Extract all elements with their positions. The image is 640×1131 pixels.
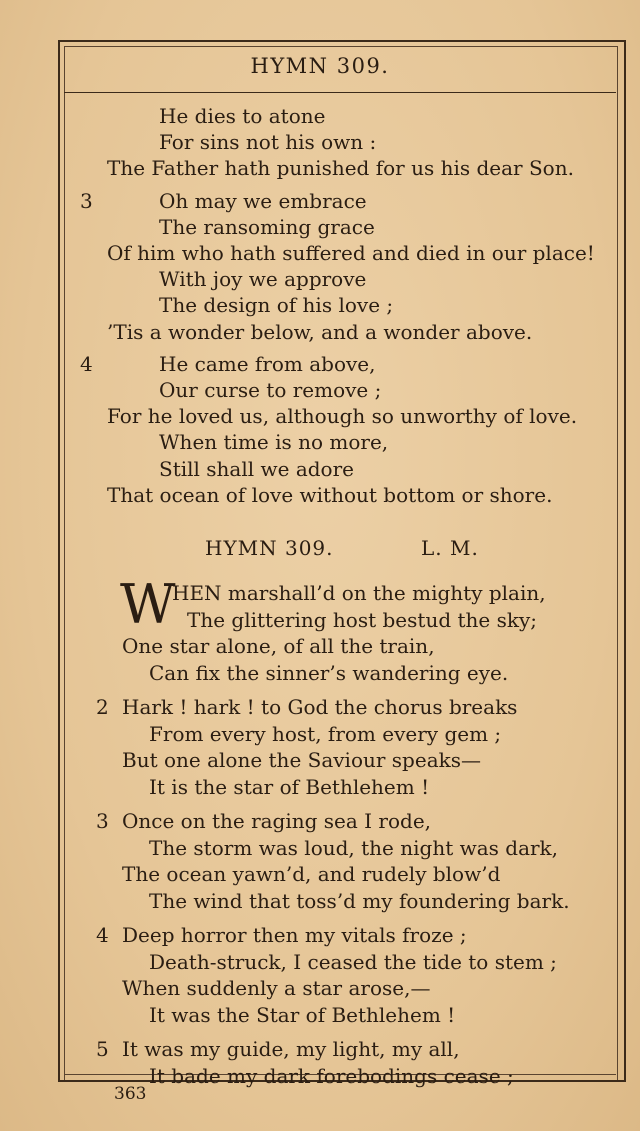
verse-line: For sins not his own : [159,130,377,155]
verse-line: Of him who hath suffered and died in our place! [107,241,595,265]
verse-line: Can fix the sinner’s wandering eye. [149,660,509,685]
page-number: 363 [114,1084,147,1104]
hymn-first-line: HEN marshall’d on the mighty plain, [172,581,546,605]
verse-line: Still shall we adore [159,456,354,481]
verse-line: The Father hath punished for us his dear Son. [107,156,574,181]
verse-line: Oh may we embrace [159,188,367,213]
verse-line: The glittering host bestud the sky; [187,607,538,632]
running-head: HYMN 309. [250,54,390,78]
drop-cap: W [120,573,176,636]
stanza-number: 3 [80,188,93,213]
verse-line: When time is no more, [159,430,389,455]
stanza-number: 3 [96,809,109,833]
verse-line: When suddenly a star arose,— [122,976,431,1000]
verse-line: It was my guide, my light, my all, [122,1037,460,1061]
verse-line: Hark ! hark ! to God the chorus breaks [122,695,518,719]
verse-line: With joy we approve [159,267,367,292]
hymn-meter: L. M. [421,536,479,560]
verse-line: He dies to atone [159,104,326,128]
verse-line: For he loved us, although so unworthy of love. [107,404,578,429]
verse-line: But one alone the Saviour speaks— [122,748,482,772]
stanza-number: 2 [96,695,109,719]
stanza-number: 5 [96,1037,109,1061]
hymn-title: HYMN 309. [205,536,334,560]
stanza-number: 4 [80,351,93,376]
verse-line: The wind that toss’d my foundering bark. [149,888,570,913]
verse-line: That ocean of love without bottom or shore. [107,482,553,507]
verse-line: ’Tis a wonder below, and a wonder above. [107,319,533,344]
verse-line: Once on the raging sea I rode, [122,809,432,833]
verse-line: It was the Star of Bethlehem ! [149,1002,456,1027]
verse-line: Our curse to remove ; [159,378,382,402]
verse-line: He came from above, [159,351,376,376]
verse-line: One star alone, of all the train, [122,634,435,658]
verse-line: The ocean yawn’d, and rudely blow’d [122,862,501,886]
header-rule [64,92,616,93]
verse-line: The storm was loud, the night was dark, [149,835,559,860]
verse-line: It bade my dark forebodings cease ; [149,1063,514,1088]
verse-line: Death-struck, I ceased the tide to stem ; [149,949,557,974]
verse-line: The ransoming grace [159,214,375,239]
verse-line: From every host, from every gem ; [149,721,502,746]
stanza-number: 4 [96,923,109,947]
verse-line: The design of his love ; [159,293,394,318]
verse-line: It is the star of Bethlehem ! [149,774,430,799]
verse-line: Deep horror then my vitals froze ; [122,923,467,947]
